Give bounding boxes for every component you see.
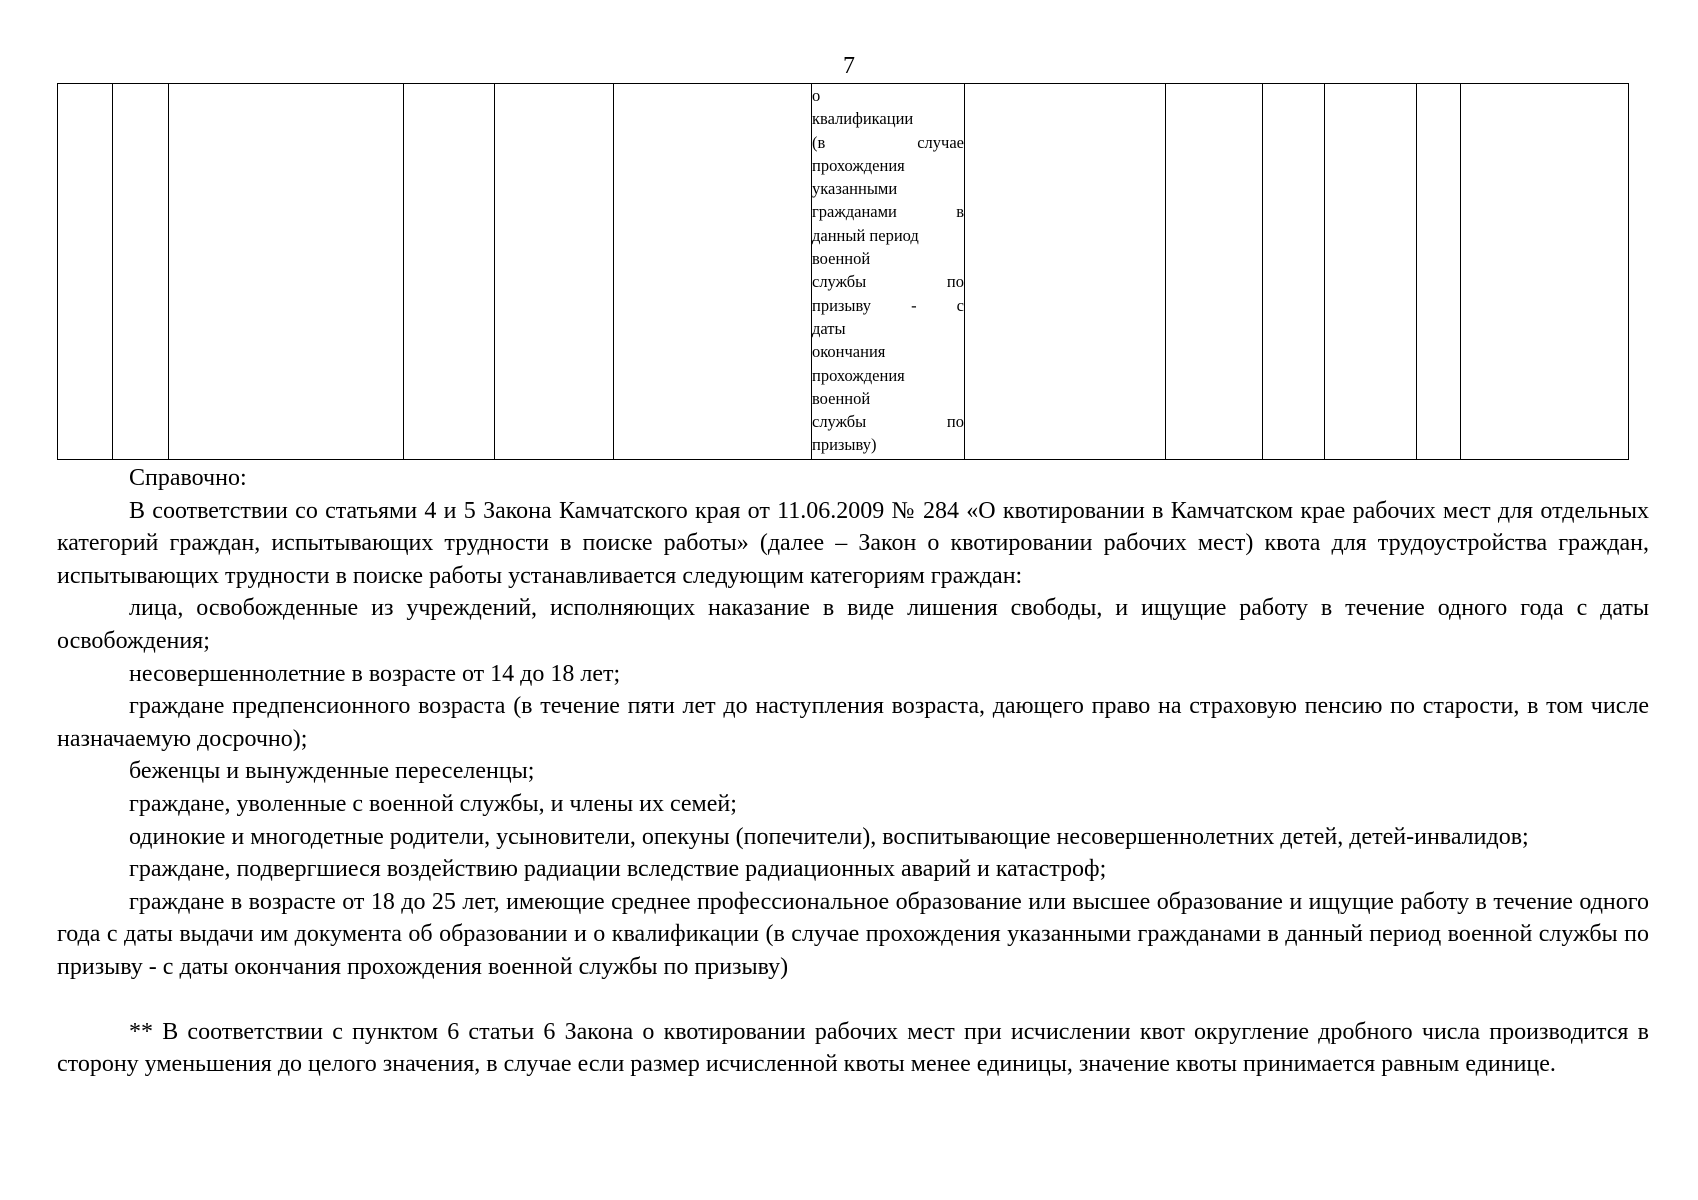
page-number: 7 [843,53,855,79]
category-young-graduates: граждане в возрасте от 18 до 25 лет, имеющие среднее профессиональное образование или высшее образование и ищущие работу в течение одного года с даты выдачи им документа об образовании и о квалификации (в случае прохождения указанными гражданами в данный период военной службы по призыву - с даты окончания прохождения военной службы по призыву) [57,888,1649,980]
category-pre-retirement: граждане предпенсионного возраста (в течение пяти лет до наступления возраста, дающего право на страховую пенсию по старости, в том числе назначаемую досрочно); [57,693,1649,752]
cell-text-line: призыву - с [812,295,964,315]
reference-section [57,462,1649,1081]
table-cell-empty [58,84,113,460]
cell-text-line: указанными [812,179,898,199]
cell-text-line: службы по [812,272,964,292]
table-cell-empty [169,84,404,460]
category-single-parents: одинокие и многодетные родители, усыновители, опекуны (попечители), воспитывающие несовершеннолетних детей, детей-инвалидов; [129,823,1529,850]
category-released-prisoners: лица, освобожденные из учреждений, исполняющих наказание в виде лишения свободы, и ищущие работу в течение одного года с даты освобождения; [57,595,1649,654]
table-cell-empty [1325,84,1417,460]
category-radiation-exposed: граждане, подвергшиеся воздействию радиации вследствие радиационных аварий и катастроф; [129,856,1107,883]
category-refugees: беженцы и вынужденные переселенцы; [129,758,535,785]
continuation-table [57,83,1629,460]
cell-text-line: гражданами в [812,202,964,222]
cell-text-line: данный период [812,225,919,245]
paragraph-law-reference: В соответствии со статьями 4 и 5 Закона Камчатского края от 11.06.2009 № 284 «О квотировании в Камчатском крае рабочих мест для отдельных категорий граждан, испытывающих трудности в поиске работы» (далее – Закон о квотировании рабочих мест) квота для трудоустройства граждан, испытывающих трудности в поиске работы устанавливается следующим категориям граждан: [57,497,1649,589]
table-cell-empty [1263,84,1325,460]
cell-text-line: прохождения [812,155,905,175]
footnote-rounding: ** В соответствии с пунктом 6 статьи 6 Закона о квотировании рабочих мест при исчислении квот округление дробного числа производится в сторону уменьшения до целого значения, в случае если размер исчисленной квоты менее единицы, значение квоты принимается равным единице. [57,1018,1649,1078]
cell-text-line: о [812,86,821,105]
table-cell-empty [113,84,169,460]
cell-text-line: квалификации [812,109,914,129]
cell-text-line: окончания [812,342,886,362]
cell-text-line: военной [812,249,871,269]
reference-heading: Справочно: [129,465,247,491]
cell-text-line: призыву) [812,435,877,455]
table-row [58,84,1629,460]
cell-text-line: военной [812,388,871,408]
cell-text-line: прохождения [812,365,905,385]
category-minors: несовершеннолетние в возрасте от 14 до 18 лет; [129,660,621,687]
category-military-discharged: граждане, уволенные с военной службы, и члены их семей; [129,790,737,817]
table-cell-empty [614,84,812,460]
table-cell-empty [404,84,495,460]
table-cell-empty [1166,84,1263,460]
cell-text-line: даты [812,318,846,338]
cell-text-line: (в случае [812,132,964,152]
table-cell-empty [1417,84,1461,460]
table-cell-qualification-note [812,84,965,460]
cell-text-line: службы по [812,412,964,432]
table-cell-empty [965,84,1166,460]
table-cell-empty [495,84,614,460]
table-cell-empty [1461,84,1629,460]
